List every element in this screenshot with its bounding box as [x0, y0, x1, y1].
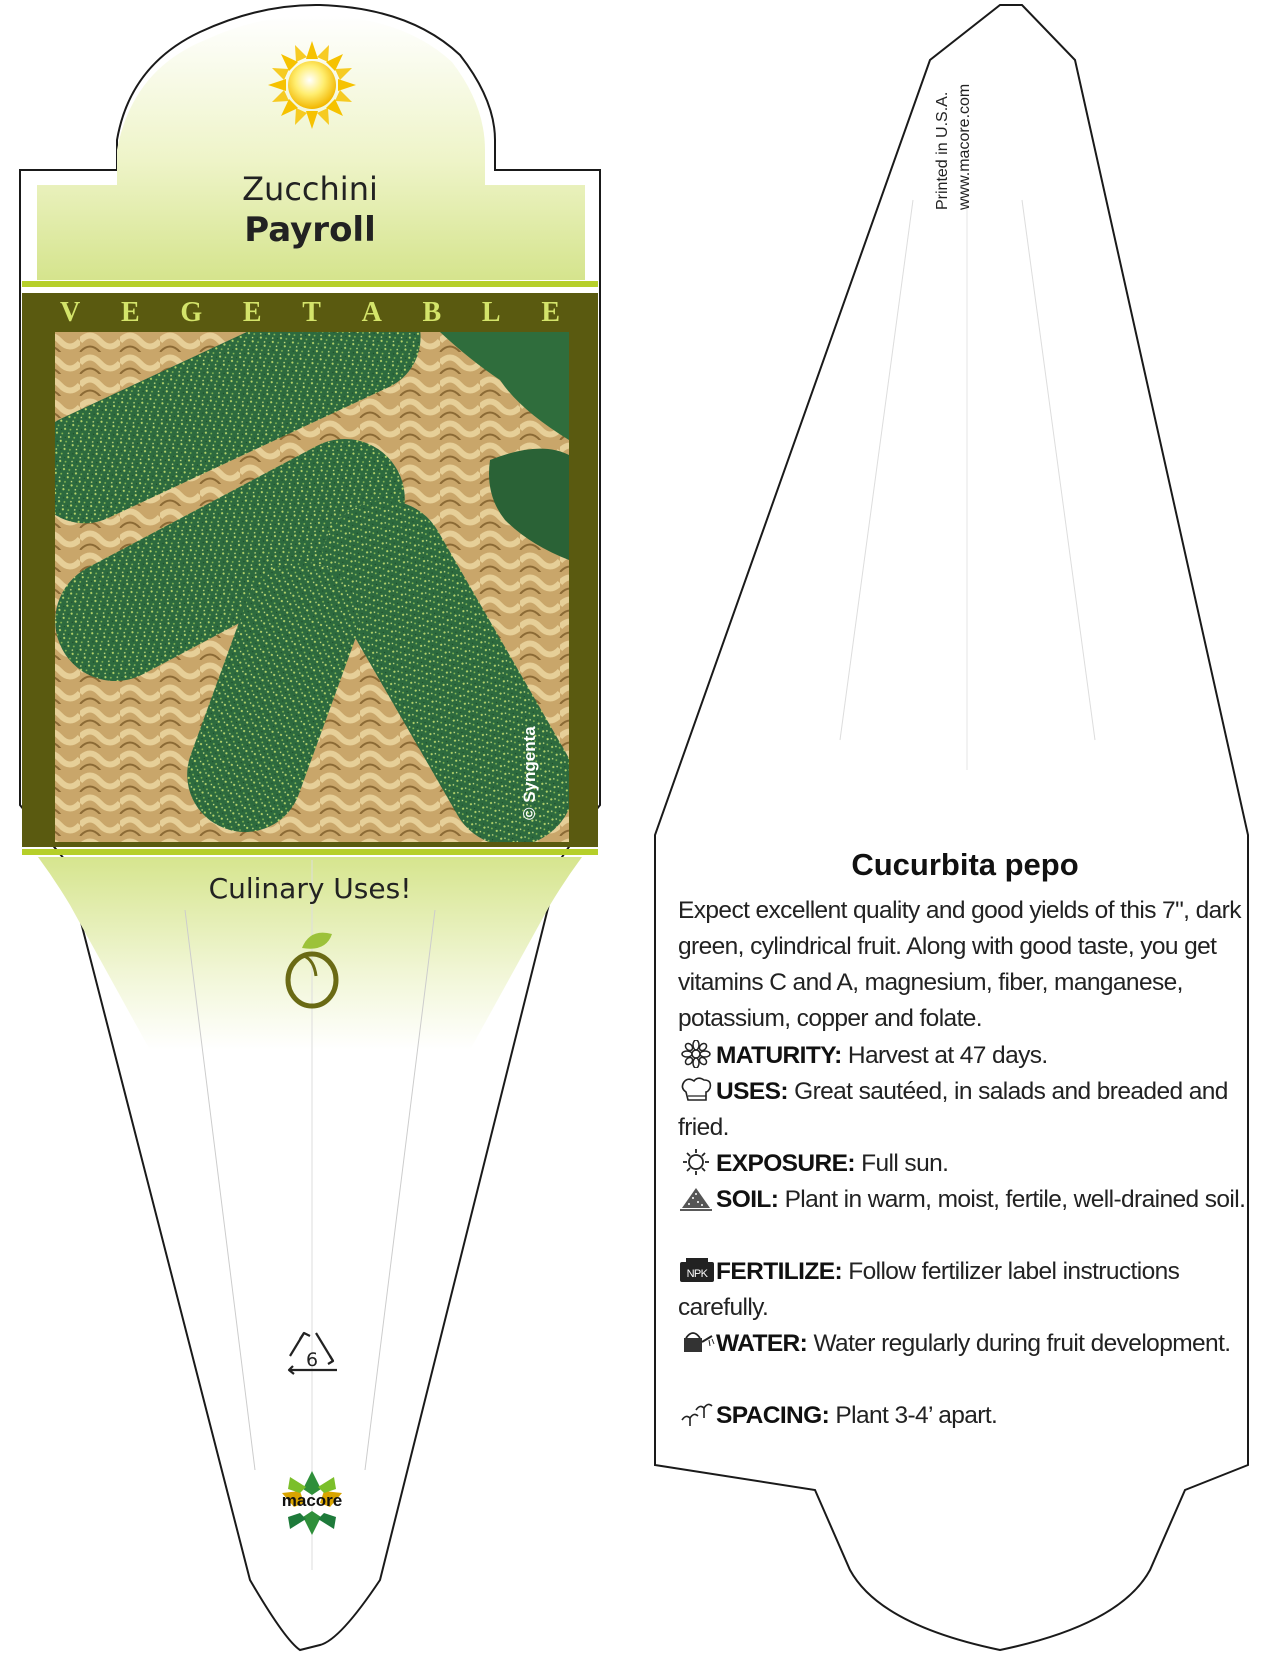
care-label: SOIL: [716, 1186, 779, 1213]
care-maturity [678, 1038, 1253, 1074]
care-text: Plant in warm, moist, fertile, well-drained soil. [784, 1186, 1246, 1213]
care-text: Water regularly during fruit development. [813, 1330, 1231, 1357]
svg-text:NPK: NPK [686, 1268, 708, 1280]
flower-icon [678, 1040, 716, 1068]
npk-icon [678, 1256, 716, 1284]
sun-icon [678, 1148, 716, 1176]
variety-name: Payroll [244, 210, 376, 250]
common-name: Zucchini [242, 170, 378, 208]
care-label: SPACING: [716, 1402, 830, 1429]
care-label: EXPOSURE: [716, 1150, 855, 1177]
care-label: USES: [716, 1078, 788, 1105]
category-banner [40, 296, 580, 330]
care-exposure [678, 1146, 1253, 1182]
zucchini-photo [0, 264, 600, 869]
website-line: www.macore.com [956, 83, 973, 210]
category-letter: B [422, 297, 442, 328]
spacing-icon [678, 1400, 716, 1428]
photo-credit: © Syngenta [520, 726, 539, 820]
category-letter: T [302, 297, 321, 328]
category-letter: E [541, 297, 560, 328]
watering-can-icon [678, 1328, 716, 1356]
category-letter: E [120, 297, 140, 328]
category-letter: A [361, 297, 382, 328]
category-letter: G [180, 297, 203, 328]
category-letter: E [242, 297, 262, 328]
care-label: MATURITY: [716, 1042, 842, 1069]
care-label: WATER: [716, 1330, 808, 1357]
care-text: Plant 3-4’ apart. [835, 1402, 998, 1429]
care-water [678, 1326, 1253, 1362]
care-fertilize [678, 1254, 1253, 1326]
species-name: Cucurbita pepo [851, 847, 1079, 882]
care-uses [678, 1074, 1253, 1146]
care-label: FERTILIZE: [716, 1258, 843, 1285]
category-letter: L [481, 297, 501, 328]
printed-in-line: Printed in U.S.A. [934, 91, 951, 210]
chef-hat-icon [678, 1076, 716, 1104]
soil-icon [678, 1184, 716, 1212]
full-sun-icon [268, 41, 356, 129]
care-soil [678, 1182, 1253, 1218]
care-text: Full sun. [861, 1150, 949, 1177]
care-text: Great sautéed, in salads and breaded and fried. [678, 1078, 1228, 1141]
care-spacing [678, 1398, 1253, 1434]
feature-label: Culinary Uses! [208, 872, 412, 905]
brand-name: macore [281, 1491, 343, 1510]
printed-info [932, 84, 976, 210]
category-letter: V [60, 297, 81, 328]
care-text: Follow fertilizer label instructions carefully. [678, 1258, 1180, 1321]
recycle-number: 6 [305, 1349, 319, 1371]
care-text: Harvest at 47 days. [847, 1042, 1048, 1069]
description: Expect excellent quality and good yields of this 7", dark green, cylindrical fruit. Along with good taste, you get vitamins C and A, magnesium, fiber, manganese, potassium, copper and folate. [678, 897, 1241, 1032]
